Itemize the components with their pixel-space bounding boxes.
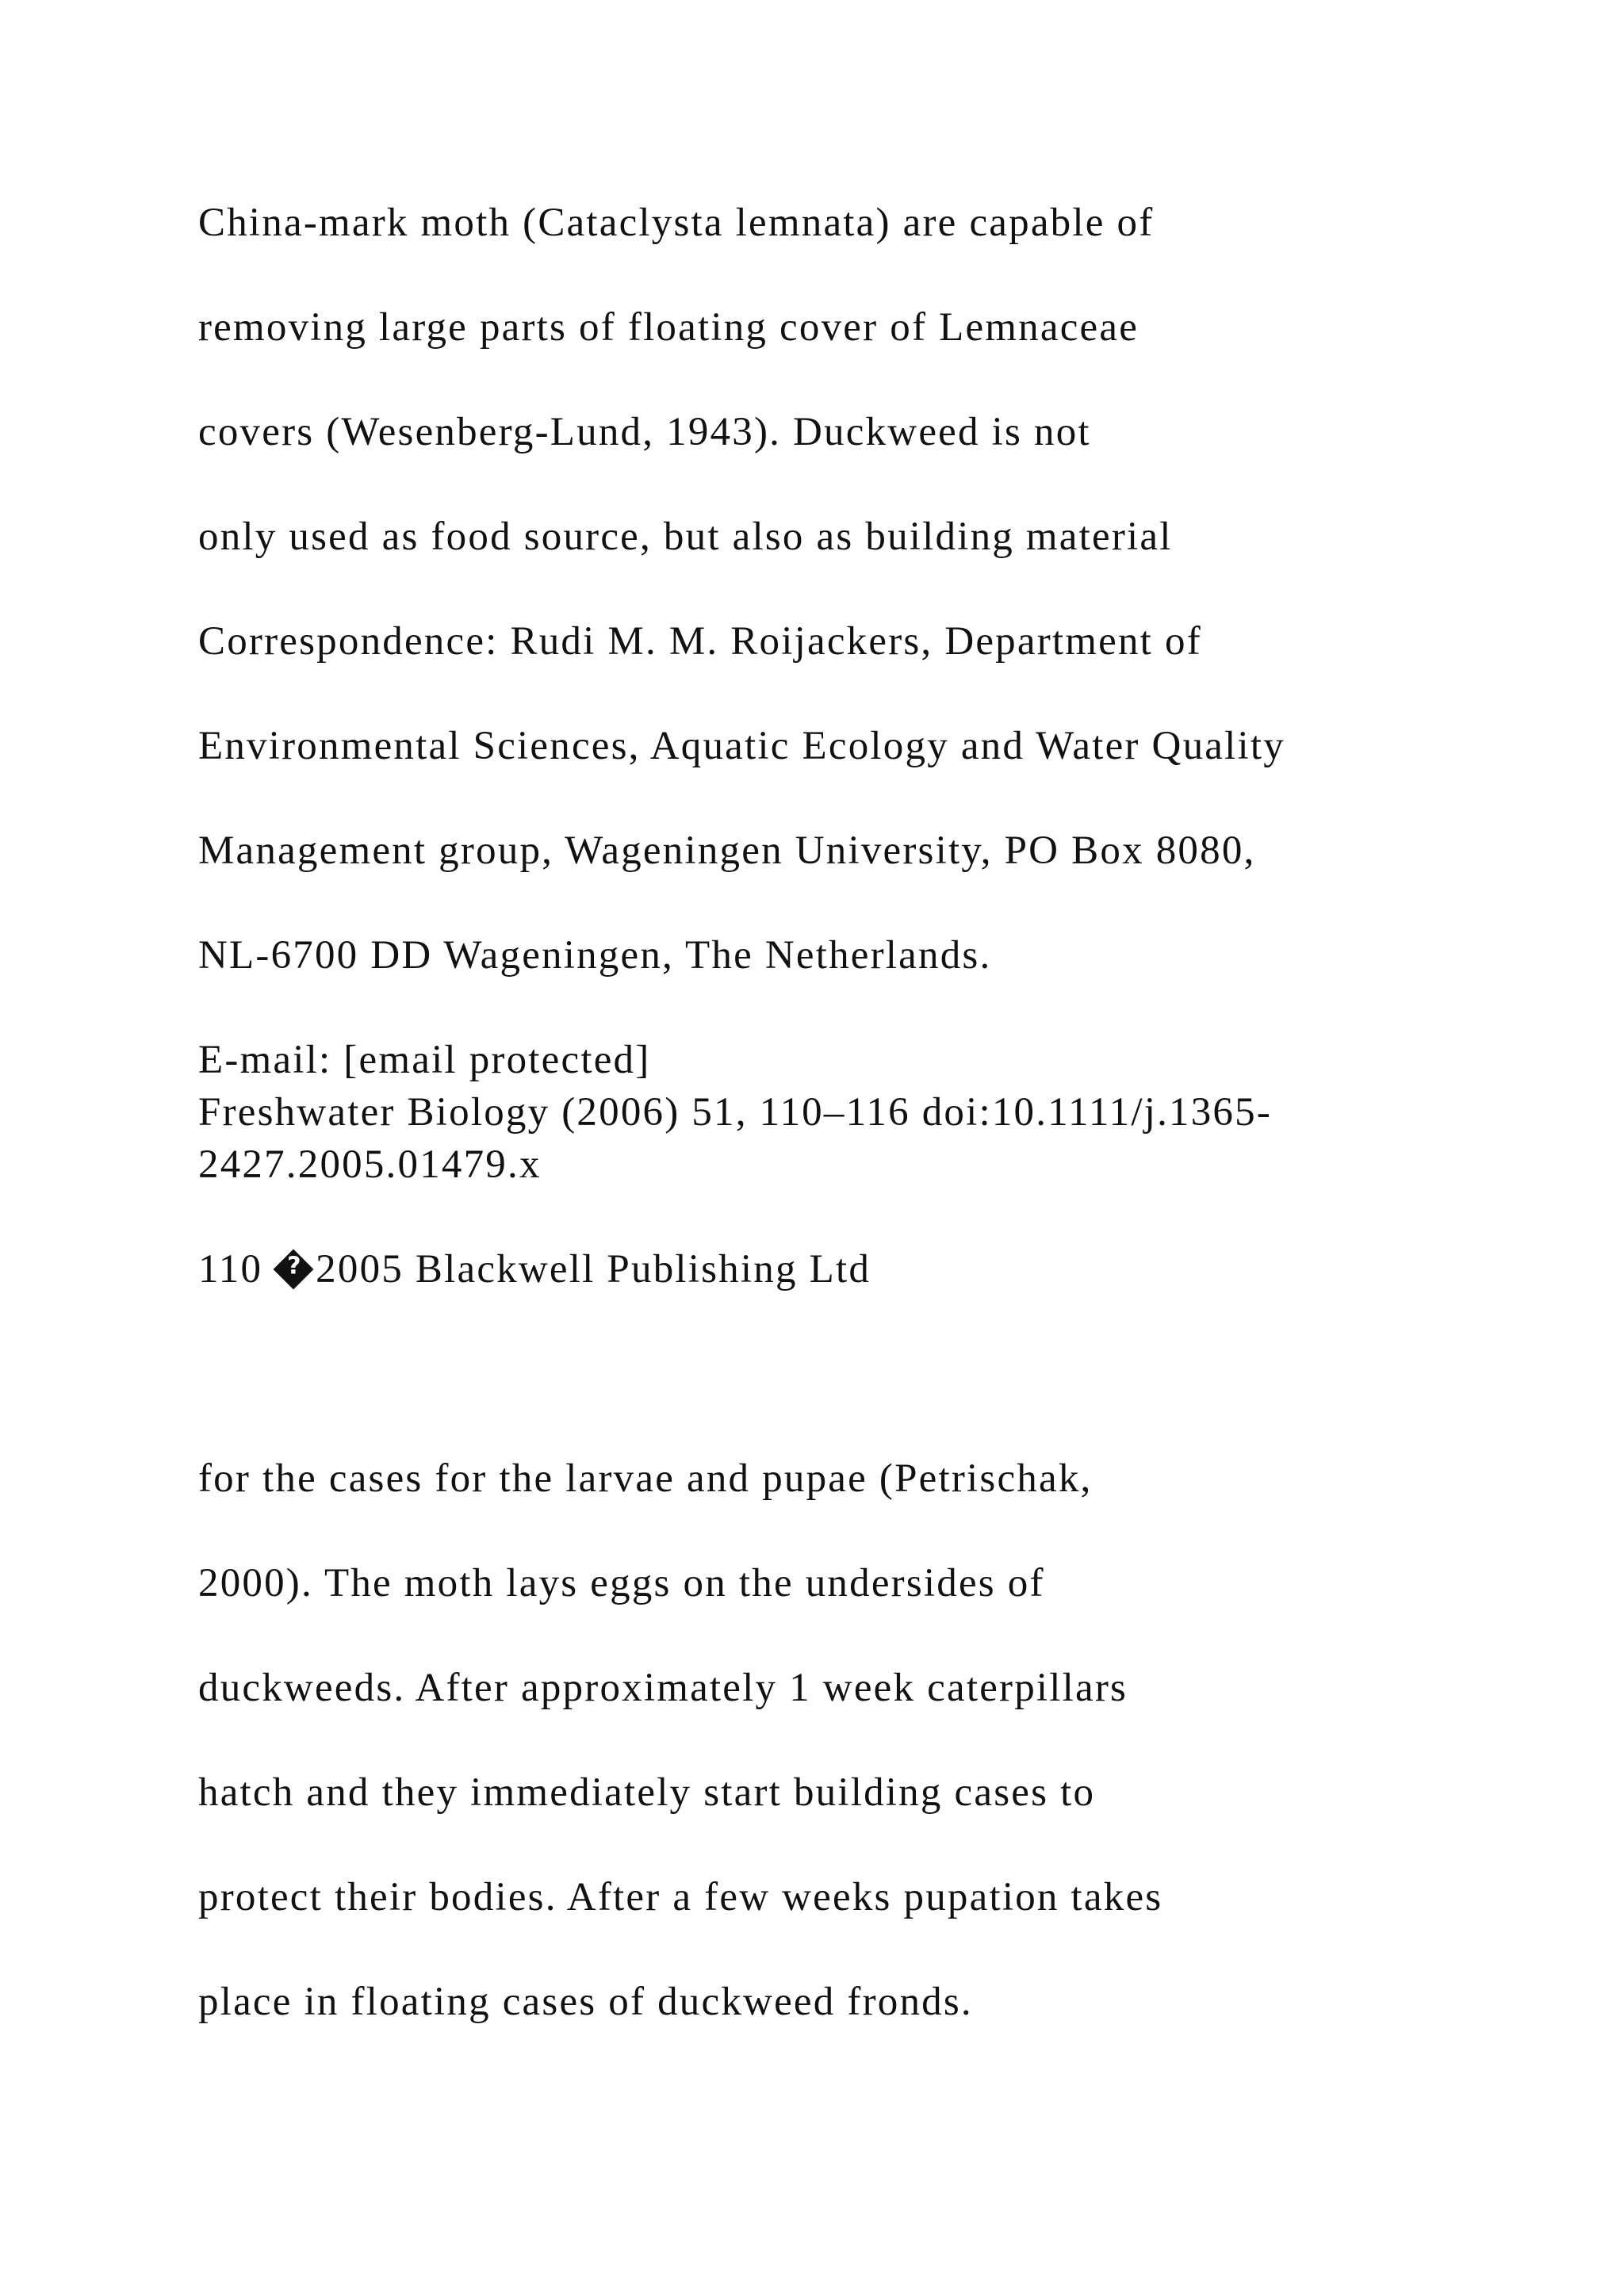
paragraph-line: for the cases for the larvae and pupae (Petrischak, [198, 1456, 1093, 1501]
copyright-text: 2005 Blackwell Publishing Ltd [316, 1247, 871, 1292]
copyright-line [198, 1243, 871, 1295]
paragraph-line: hatch and they immediately start building cases to [198, 1770, 1096, 1815]
correspondence-line: Correspondence: Rudi M. M. Roijackers, Department of [198, 619, 1202, 664]
citation-line: Freshwater Biology (2006) 51, 110–116 doi:10.1111/j.1365- [198, 1090, 1273, 1135]
correspondence-line: Environmental Sciences, Aquatic Ecology and Water Quality [198, 724, 1285, 768]
paragraph-line: China-mark moth (Cataclysta lemnata) are capable of [198, 201, 1155, 245]
correspondence-line: NL-6700 DD Wageningen, The Netherlands. [198, 933, 992, 978]
paragraph-line: duckweeds. After approximately 1 week caterpillars [198, 1666, 1128, 1710]
paragraph-line: covers (Wesenberg-Lund, 1943). Duckweed is not [198, 410, 1091, 454]
correspondence-line: Management group, Wageningen University, PO Box 8080, [198, 828, 1256, 873]
citation-line: 2427.2005.01479.x [198, 1142, 542, 1187]
paragraph-line: protect their bodies. After a few weeks pupation takes [198, 1875, 1163, 1919]
paragraph-line: 2000). The moth lays eggs on the undersides of [198, 1561, 1045, 1605]
paragraph-line: only used as food source, but also as building material [198, 515, 1173, 559]
paragraph-line: removing large parts of floating cover of Lemnaceae [198, 305, 1139, 350]
email-line: E-mail: [email protected] [198, 1038, 651, 1082]
paragraph-line: place in floating cases of duckweed fronds. [198, 1980, 973, 2024]
replacement-character-icon [274, 1249, 314, 1290]
page-number: 110 [198, 1247, 263, 1292]
